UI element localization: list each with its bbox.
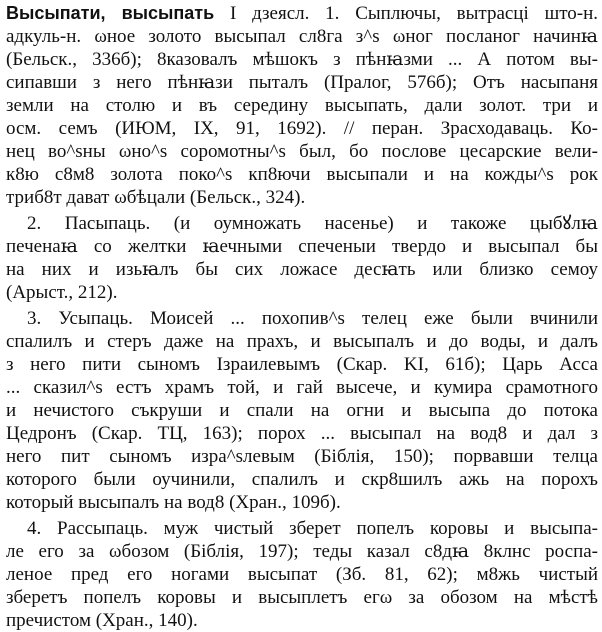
sense-3-line-5: Цедронъ (Скар. ТЦ, 163); порох ... высыпал на вод8 и дал з: [6, 423, 598, 444]
sense-2-line-1: печенаꙗ со желтки ꙗечными спеченыи твердо и высыпал бы: [6, 236, 598, 257]
entry-line-2: (Бельск., 336б); 8казовалъ мѣшокъ з пѣнꙗзми ... А потом вы-: [6, 49, 598, 70]
entry-line-8: триб8т дават ωбѣцали (Бельск., 324).: [6, 187, 306, 208]
sense-4-line-1: ле его за ωбозом (Біблія, 197); теды казал с8дꙗ 8клнс роспа-: [6, 541, 598, 562]
entry-line-6: нец во^sны ωно^s соромотны^s был, бо послове цесарские вели-: [6, 141, 598, 162]
sense-3-line-7: которого были оучинили, спалилъ и скр8шилъ ажь на порохъ: [6, 469, 598, 490]
sense-4-line-0: 4. Рассыпаць. муж чистый зберет попелъ коровы и высыпа-: [27, 518, 598, 539]
sense-3-line-2: з него пити сыномъ Ізраилевымъ (Скар. KI, 61б); Царь Асса: [6, 354, 598, 375]
sense-3-line-4: и нечистого съкруши и спали на огни и высыпа до потока: [6, 400, 598, 421]
sense-4-line-2: леное пред его ногами высыпат (Зб. 81, 62); м8жь чистый: [6, 564, 598, 585]
entry-line-4: земли на столю и въ середину высыпать, дали золот. три и: [6, 95, 598, 116]
entry-line-3: сипавши з него пѣнꙗзи пыталъ (Пралог, 576б); Отъ насыпаня: [6, 72, 598, 93]
sense-3-line-1: спалилъ и стеръ даже на прахъ, и высыпалъ и до воды, и далъ: [6, 331, 598, 352]
sense-3-line-6: него пит сыномъ изра^sлевым (Біблія, 150); порвавши телца: [6, 446, 598, 467]
entry-line-5: осм. семъ (ИЮМ, IX, 91, 1692). // перан. Зрасходаваць. Ко-: [6, 118, 598, 139]
sense-3-line-0: 3. Усыпаць. Моисей ... похопив^s телец еже были вчинили: [27, 308, 598, 329]
sense-4-line-3: зберетъ попелъ коровы и высыплетъ егω за обозом на мѣстѣ: [6, 587, 598, 608]
sense-4-line-4: пречистом (Хран., 140).: [6, 610, 198, 631]
sense-2-line-2: на них и изьꙗлъ бы сих ложасе десꙗть или близко семоу: [6, 259, 598, 280]
entry-line-7: к8ю с8м8 золота поко^s кп8ючи высыпали и на кожды^s рок: [6, 164, 598, 185]
sense-2-line-0: 2. Пасыпаць. (и оумножать насенье) и такоже цыбꙋлꙗ: [27, 213, 598, 234]
sense-3-line-8: который высыпалъ на вод8 (Хран., 109б).: [6, 492, 341, 513]
entry-line-0: [6, 2, 598, 25]
headword: Высыпати, высыпать: [6, 3, 215, 23]
entry-line-1: адкуль-н. ωное золото высыпал сл8га з^s ωног посланог начинꙗ: [6, 26, 598, 47]
sense-3-line-3: ... сказил^s естъ храмъ той, и гай высече, и кумира срамотного: [6, 377, 598, 398]
entry-line-0-text: I дзеясл. 1. Сыплючы, вытрасці што-н.: [214, 3, 598, 24]
sense-2-line-3: (Арыст., 212).: [6, 282, 118, 303]
